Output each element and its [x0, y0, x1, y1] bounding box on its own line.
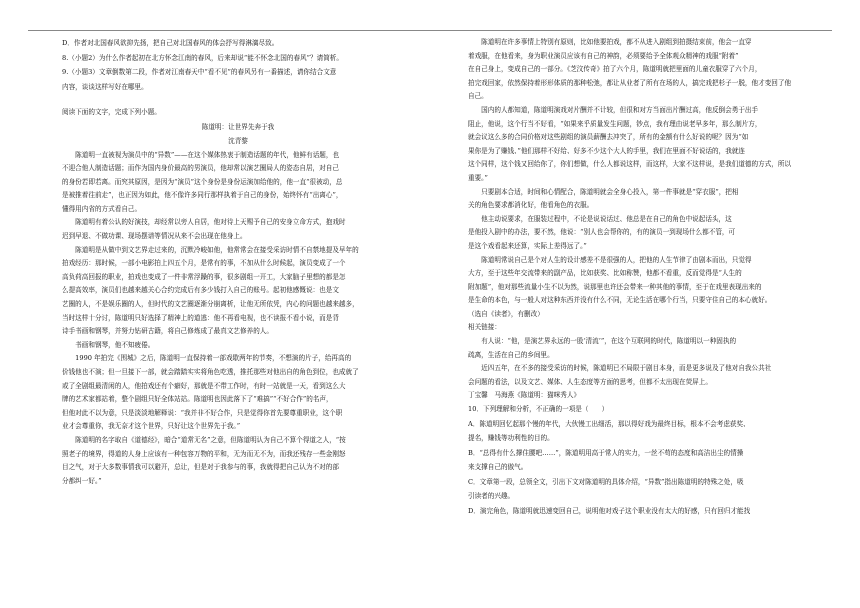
body-line: 陈道明一直被视为演员中的“异数”——在这个媒体热衷于制造话题的年代，他鲜有话题，也	[62, 150, 340, 159]
related-line: 会问题的看法，以及文艺、媒体、人生态度等方面的思考，但都不太出现在荧屏上。	[468, 377, 712, 386]
article-title: 陈道明：让世界先奔于我	[201, 122, 275, 131]
body-line: 或了全剧组最清闲的人，他拍戏还有个癖好，那就是不带工作时，有时一站就是一天，看到这么大	[62, 381, 346, 390]
article-body-right	[468, 36, 820, 321]
body-line: 业才会尊重你，我无奈才这个世界，只好让这个世界先于我。”	[62, 422, 241, 431]
left-column	[62, 36, 414, 488]
body-line: （选自《读者》，有删改）	[468, 309, 544, 318]
page-top-rule	[28, 30, 832, 31]
body-line: 在自己身上，变成自己的一部分。《芝汶传奇》拍了六个月，陈道明就把里面的儿童衣服穿了六个月，	[468, 65, 762, 74]
question-10-options	[468, 417, 820, 519]
body-line: 分都纠一好。”	[62, 476, 102, 485]
body-line: 1990 年拍完《围城》之后，陈道明一直保持着一部戏歇两年的节奏，不想演的片子，给再高的	[62, 354, 352, 363]
option-line: B．“总得有什么撑住腰吧……”，陈道明用高于常人的实力，一丝不苟的态度和高洁出尘的情操	[468, 448, 744, 457]
body-line: 拍完戏回家，依然保持着形形体质的那种松弛，都让从业者了所有在场的人，搞完戏把杉子一脱，他才变回了他	[468, 78, 792, 87]
option-line: 来支撑自己的傲气。	[468, 463, 528, 472]
body-line: 诗手书画和钢琴，并努力钻研古籍，将自己修炼成了最真文艺修养的人。	[62, 327, 273, 336]
question-9-line-1: 9.（小题3）文章倒数第二段，作者对江南春天中“看不见”的春风另有一番描述，请你结合文意	[62, 68, 337, 76]
option-d-text: D．作者对北国春风欲抑先扬，把自己对北国春风的体会抒写得淋漓尽致。	[62, 39, 279, 47]
body-line: 照老子的境界，得道的人身上应该有一种包容万物的平和，无为而无不为，而我还残存一些金刚怒	[62, 449, 346, 458]
body-line: 重要。”	[468, 173, 488, 182]
body-line: 他主动说要求，在服装过程中，不论是说说话过、他总是在自己的角色中说起话头，这	[468, 214, 732, 223]
body-line: 不迎合他人制造话题；而作为国内身价最高的男演员，他却常以演艺圈局人的姿态自居，对自己	[62, 164, 339, 173]
body-line: 艺圈的人，不是娱乐圈的人，但时代的文艺圈逐渐分崩离析，让他无所依凭，内心的问题也越来越多，	[62, 300, 359, 309]
article-body-left	[62, 149, 414, 489]
body-line: 价钱他也不演；但一旦接下一部，就会踏踏实实将角色吃透，推托那些对他出自的角色到位，也成就了	[62, 368, 359, 376]
previous-questions	[62, 36, 414, 94]
option-line: 提名，赚钱等功利性的目的。	[468, 434, 554, 443]
related-link-label: 相关链接：	[468, 323, 501, 332]
body-line: 自己。	[468, 92, 488, 101]
body-line: 大方，至于这些年交流带来的副产品，比如获奖、比如称赞，他都不看重，反而觉得是“人生的	[468, 269, 742, 278]
body-line: 附加题”，他对那些流量小生不以为然，说那里也许还会带来一种其他的事情，至于在戏里表现出来的	[468, 282, 762, 291]
body-line: 是这个戏看起来还算，实际上差得远了。”	[468, 241, 587, 250]
option-line: C．文章第一段，总领全文，引出下文对陈道明的具体介绍，“异数”指出陈道明的特殊之处，吸	[468, 477, 744, 486]
body-line: 关的角色要求都消化好，他看角色的衣服。	[468, 201, 594, 210]
body-line: 书画和钢琴，他不知疲倦。	[62, 340, 155, 349]
body-line: 果你是为了赚钱、”他们那样不好给、好多不少这个大人的手里，我们在里面不好说话的，我就连	[468, 146, 746, 155]
body-line: 是生命的本色，与一般人对这种东西并没有什么不同，无论生活在哪个行当，只要守住自己的本心就好。	[468, 296, 772, 305]
related-line: 有人说：“他，是演艺界永远的一股‘清流’”，在这个互联网的时代，陈道明以一种固执的	[468, 337, 737, 346]
body-line: 陈道明有着公认的好演技，却经常以旁人自居，他对待上天赐予自己的安身立命方式，抱戏时	[62, 218, 346, 227]
body-line: 高负荷高回报的职业，拍戏也变成了一件非常浮躁的事，很多剧组一开工，大家脑子里想的都是怎	[62, 272, 346, 281]
body-line: 懂得用内省的方式看自己。	[62, 204, 142, 213]
body-line: 阻止，他说，这个行当不好看，“如果来乎质量发生问题，钞点，我有理由说老早多年，那么制片方，	[468, 119, 762, 128]
related-line: 近四五年，在不多的接受采访的时候，陈道明已不局限于剧目本身，而是更多说及了他对自我公共社	[468, 364, 772, 373]
body-line: 但他对此不以为意，只是淡淡地解释说：“我并非不好合作，只是觉得你首先要尊重职业，这个职	[62, 408, 343, 417]
body-line: 国内的人都知道，陈道明演戏对片酬并不计较，但很和对方当面出片酬过高，他反倒会勇于出手	[468, 105, 759, 114]
body-line: 陈道明常说自己是个对人生的设计感差不是很强的人，把他的人生节律了由剧本而出，只觉得	[468, 255, 752, 264]
body-line: 就会议这么多的合同价格对这些剧组的演员薪酬去冲突了，所有的金额有什么好说的呢？因为“如	[468, 133, 749, 142]
body-line: 陈道明在许多事情上特别有原则，比如他要拍戏，都不从进入剧组到拍摄结束前，他会一直穿	[468, 38, 752, 46]
body-line: 的身份若即若离。而究其原因，是因为“演员”这个身份是身份运演加给他的，他一直“很被动，总	[62, 177, 343, 186]
option-line: 引读者的兴趣。	[468, 492, 515, 501]
body-line: 这个同样，这个钱又回给你了，你们想做，什么人都说这样，而这样，大家不这样说，是我们道德的方式，所以	[468, 160, 792, 169]
right-column	[468, 36, 820, 518]
related-line: 丁宝馨 马海燕《陈道明：猫咪秀人》	[468, 391, 581, 400]
option-line: D．演完角色，陈道明就迅速变回自己，说明他对戏子这个职业没有太大的好感，只有回归才能找	[468, 506, 751, 515]
body-line: 是被推着往前走”，也正因为如此，他不像许多同行那样执着于自己的身份，始终怀有“出离心”，	[62, 191, 343, 200]
body-line: 当时这样十分讨，陈道明只好选择了精神上的道逃：他不再看电视，也不读报不看小说，而是背	[62, 313, 339, 322]
question-9-line-2: 内容，谈谈这样写好在哪里。	[62, 82, 148, 91]
option-line: A．陈道明回忆起那个慢的年代，大伙慢工出细活，那以得好戏为最终目标，根本不会考虑获奖、	[468, 419, 750, 428]
question-8: 8.（小题2）为什么作者起初在北方怀念江南的春风，后来却说“能不怀念北国的春风”？请简析。	[62, 53, 343, 62]
related-link-body	[468, 335, 820, 403]
body-line: 牌的艺术家都站着，整个剧组只好全体站站。陈道明也因此落下了“难搞”“不好合作”的名声，	[62, 395, 333, 404]
body-line: 只要剧本合适，时间和心情配合，陈道明就会全身心投入，第一件事就是“穿衣服”，把相	[468, 187, 739, 196]
related-line: 疏离，生活在自己的乡间里。	[468, 350, 554, 359]
article-author: 沈青黎	[228, 137, 248, 145]
body-line: 拍戏经历：那时候，一部小电影拍上四五个月，是常有的事，不加从什么时候起，演员变成了一个	[62, 259, 346, 268]
reading-instruction: 阅读下面的文字，完成下列小题。	[62, 108, 161, 116]
question-10: 10．下列理解和分析，不正确的一项是（ ）	[468, 405, 609, 414]
body-line: 目之气，对于大多数事情我可以避开，总让，但是对于我参与的事，我就得把自己认为不对的部	[62, 463, 339, 472]
body-line: 么提高效率，演员们也越来越关心合约完成后有多少钱打入自己的账号。起初他感慨说：也是文	[62, 286, 339, 295]
body-line: 是他投入剧中的办法，要不然，他说：“别人也会帮你的，有的演员一到现场什么都不管，可	[468, 228, 736, 237]
body-line: 迟到早退、不做功课、现场摆谱等情况从来不会出现在他身上。	[62, 232, 247, 241]
body-line: 陈道明的名字取自《道德经》，暗合“道常无名”之意，但陈道明认为自己不算个得道之人，“按	[62, 435, 346, 444]
body-line: 陈道明是从做中到文艺界走过来的，沉默冷峻如他，他常常会在接受采访时情不自禁地提及早年的	[62, 245, 359, 254]
body-line: 着戏服，在他看来，身为职业演员应该有自己的神韵，必须要给予全体观众精神的戏服“附着”	[468, 51, 739, 60]
